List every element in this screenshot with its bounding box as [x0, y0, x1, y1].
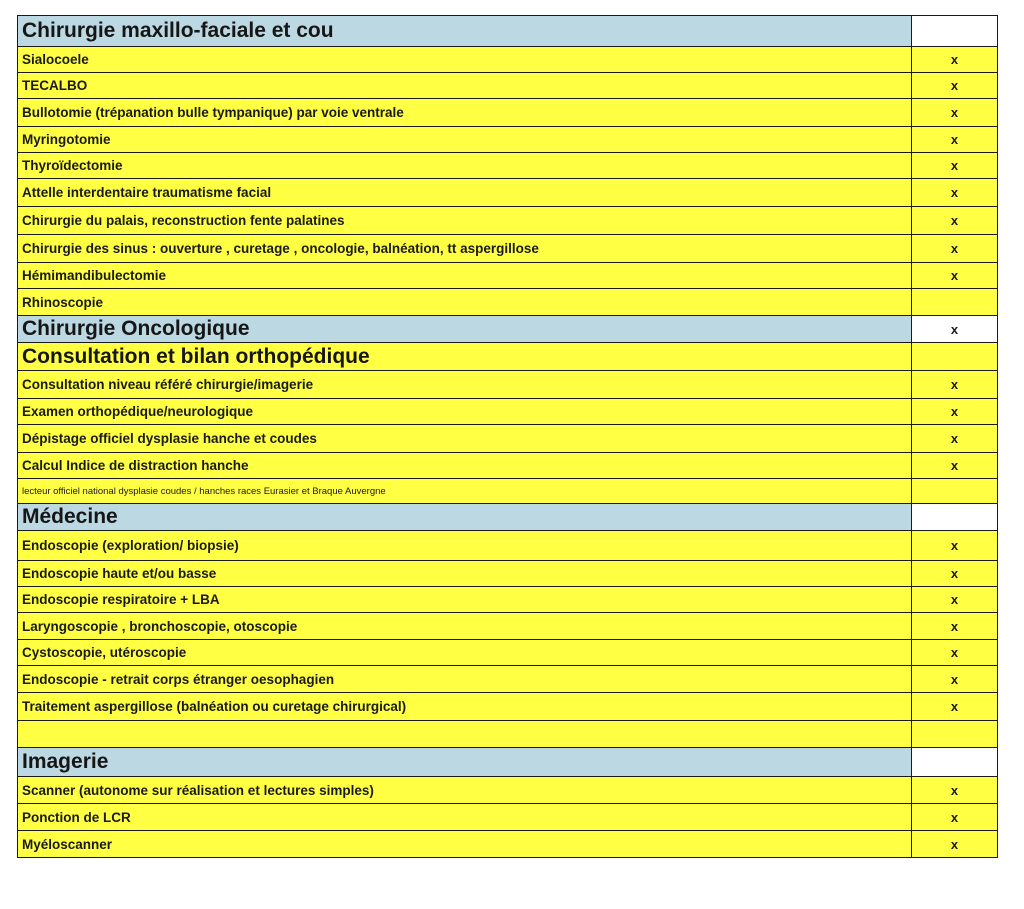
service-row: [18, 153, 998, 179]
availability-mark: x: [912, 47, 998, 73]
service-name: lecteur officiel national dysplasie coudes / hanches races Eurasier et Braque Auvergne: [18, 479, 912, 504]
availability-mark: x: [912, 561, 998, 587]
availability-mark: x: [912, 587, 998, 613]
service-row: [18, 47, 998, 73]
section-header-row: [18, 748, 998, 777]
service-row: [18, 399, 998, 425]
service-name: Endoscopie respiratoire + LBA: [18, 587, 912, 613]
availability-mark: [912, 16, 998, 47]
service-row: [18, 587, 998, 613]
availability-mark: x: [912, 153, 998, 179]
section-header-row: [18, 504, 998, 531]
availability-mark: x: [912, 804, 998, 831]
availability-mark: [912, 289, 998, 316]
availability-mark: x: [912, 263, 998, 289]
service-name: Sialocoele: [18, 47, 912, 73]
availability-mark: x: [912, 235, 998, 263]
availability-mark: x: [912, 666, 998, 693]
availability-mark: [912, 748, 998, 777]
service-name: Chirurgie du palais, reconstruction fente palatines: [18, 207, 912, 235]
service-row: [18, 371, 998, 399]
availability-mark: x: [912, 179, 998, 207]
service-name: Cystoscopie, utéroscopie: [18, 640, 912, 666]
service-name: Dépistage officiel dysplasie hanche et coudes: [18, 425, 912, 453]
service-name: Rhinoscopie: [18, 289, 912, 316]
service-row: [18, 235, 998, 263]
service-row: [18, 561, 998, 587]
availability-mark: x: [912, 453, 998, 479]
availability-mark: x: [912, 425, 998, 453]
section-title: Consultation et bilan orthopédique: [18, 343, 912, 371]
service-row: [18, 179, 998, 207]
section-header-row: [18, 316, 998, 343]
availability-mark: [912, 343, 998, 371]
availability-mark: x: [912, 531, 998, 561]
service-name: Chirurgie des sinus : ouverture , curetage , oncologie, balnéation, tt aspergillose: [18, 235, 912, 263]
service-name: Hémimandibulectomie: [18, 263, 912, 289]
service-name: Ponction de LCR: [18, 804, 912, 831]
availability-mark: [912, 721, 998, 748]
section-title: Chirurgie maxillo-faciale et cou: [18, 16, 912, 47]
service-name: Consultation niveau référé chirurgie/imagerie: [18, 371, 912, 399]
service-name: Calcul Indice de distraction hanche: [18, 453, 912, 479]
service-name: TECALBO: [18, 73, 912, 99]
service-name: Laryngoscopie , bronchoscopie, otoscopie: [18, 613, 912, 640]
service-row: [18, 831, 998, 858]
service-row: [18, 721, 998, 748]
service-row: [18, 640, 998, 666]
service-row: [18, 207, 998, 235]
availability-mark: x: [912, 316, 998, 343]
section-title: Imagerie: [18, 748, 912, 777]
service-row: [18, 666, 998, 693]
service-name: Scanner (autonome sur réalisation et lectures simples): [18, 777, 912, 804]
availability-mark: x: [912, 371, 998, 399]
service-name: Bullotomie (trépanation bulle tympanique) par voie ventrale: [18, 99, 912, 127]
service-row: [18, 453, 998, 479]
service-name: Endoscopie - retrait corps étranger oesophagien: [18, 666, 912, 693]
section-title: Chirurgie Oncologique: [18, 316, 912, 343]
service-row: [18, 613, 998, 640]
availability-mark: x: [912, 399, 998, 425]
service-row: [18, 289, 998, 316]
service-name: Myéloscanner: [18, 831, 912, 858]
service-row: [18, 693, 998, 721]
service-row: [18, 73, 998, 99]
service-row: [18, 479, 998, 504]
service-row: [18, 531, 998, 561]
service-name: Myringotomie: [18, 127, 912, 153]
service-row: [18, 263, 998, 289]
services-table-body: [18, 16, 998, 858]
service-name: Examen orthopédique/neurologique: [18, 399, 912, 425]
service-name: Attelle interdentaire traumatisme facial: [18, 179, 912, 207]
service-row: [18, 777, 998, 804]
service-name: [18, 721, 912, 748]
availability-mark: x: [912, 777, 998, 804]
availability-mark: x: [912, 613, 998, 640]
services-table: [17, 15, 998, 858]
service-row: [18, 127, 998, 153]
section-header-row: [18, 16, 998, 47]
availability-mark: x: [912, 99, 998, 127]
availability-mark: x: [912, 640, 998, 666]
service-name: Endoscopie haute et/ou basse: [18, 561, 912, 587]
availability-mark: x: [912, 831, 998, 858]
section-header-row: [18, 343, 998, 371]
availability-mark: x: [912, 207, 998, 235]
availability-mark: x: [912, 693, 998, 721]
service-name: Thyroïdectomie: [18, 153, 912, 179]
service-row: [18, 804, 998, 831]
availability-mark: x: [912, 127, 998, 153]
availability-mark: [912, 504, 998, 531]
section-title: Médecine: [18, 504, 912, 531]
service-row: [18, 425, 998, 453]
availability-mark: [912, 479, 998, 504]
service-row: [18, 99, 998, 127]
service-name: Endoscopie (exploration/ biopsie): [18, 531, 912, 561]
service-name: Traitement aspergillose (balnéation ou curetage chirurgical): [18, 693, 912, 721]
availability-mark: x: [912, 73, 998, 99]
